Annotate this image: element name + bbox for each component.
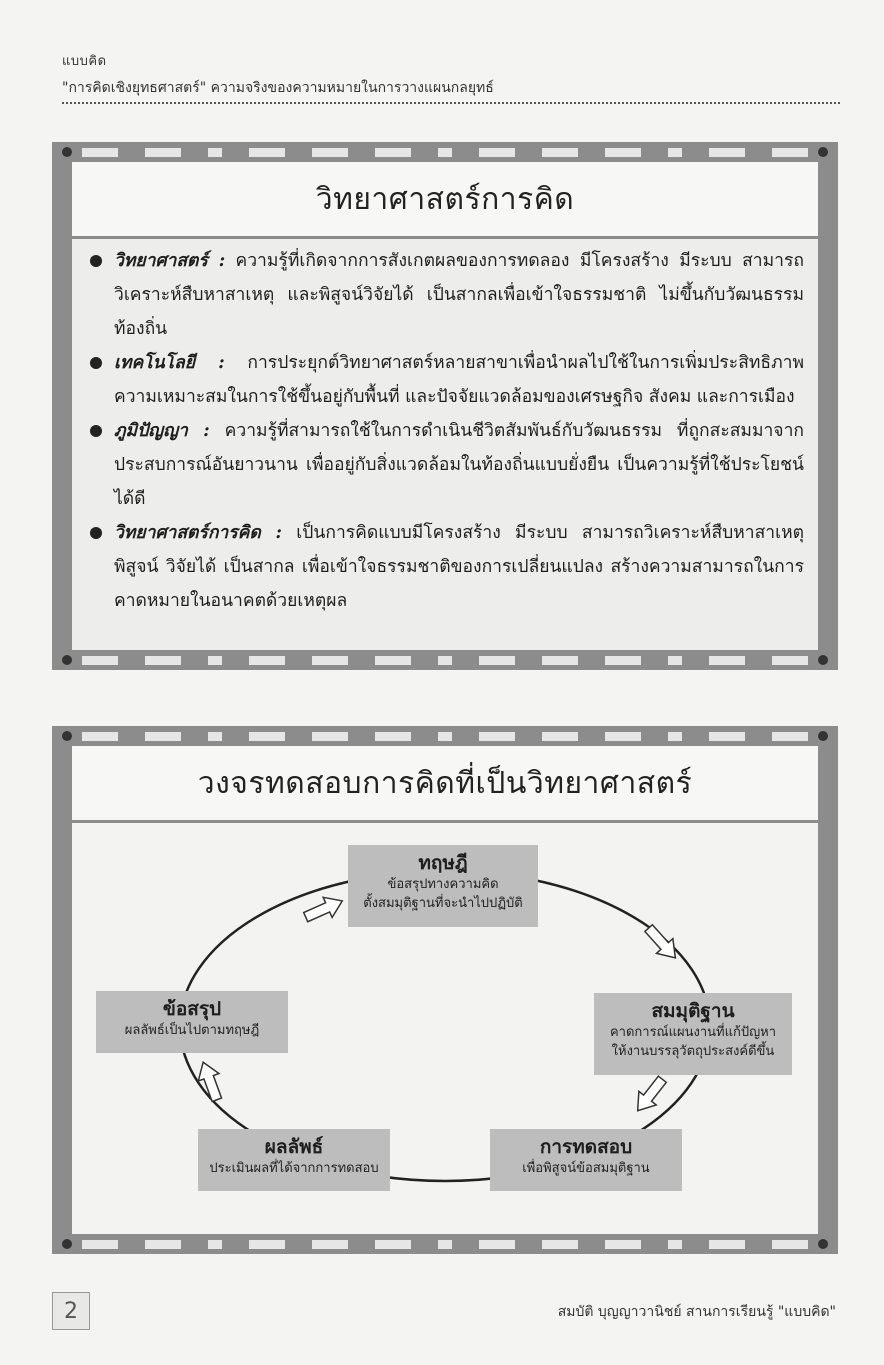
definition-item-wisdom [88,414,804,516]
definition-list [88,244,804,618]
panel-title: วงจรทดสอบการคิดที่เป็นวิทยาศาสตร์ [197,765,693,801]
panel-content [72,162,818,650]
definition-item-science [88,244,804,346]
chapter-title: "การคิดเชิงยุทธศาสตร์" ความจริงของความหมายในการวางแผนกลยุทธ์ [62,80,494,96]
definition-item-science-of-thinking [88,516,804,618]
node-description: ให้งานบรรลุวัตถุประสงค์ดีขึ้น [611,1044,775,1059]
footer-credit: สมบัติ บุญญาวานิชย์ สานการเรียนรู้ "แบบคิด" [557,1304,836,1320]
film-strip-top [52,142,838,162]
scientific-thinking-cycle-panel [52,726,838,1254]
node-description: คาดการณ์แผนงานที่แก้ปัญหา [609,1025,777,1040]
panel-title-band [72,162,818,239]
cycle-diagram [72,823,818,1234]
node-theory [348,845,538,927]
definition-text: ความรู้ที่สามารถใช้ในการดำเนินชีวิตสัมพันธ์กับวัฒนธรรม ที่ถูกสะสมมาจากประสบการณ์อันยาวนาน เพื่ออยู่กับสิ่งแวดล้อมในท้องถิ่นแบบยั่งยืน เป็นความรู้ที่ใช้ประโยชน์ได้ดี [114,421,804,509]
bullet-icon [90,357,102,369]
definition-text: ความรู้ที่เกิดจากการสังเกตผลของการทดลอง มีโครงสร้าง มีระบบ สามารถวิเคราะห์สืบหาสาเหตุ และพิสูจน์วิจัยได้ เป็นสากลเพื่อเข้าใจธรรมชาติ ไม่ขึ้นกับวัฒนธรรมท้องถิ่น [114,251,804,339]
film-strip-bottom [52,650,838,670]
node-hypothesis [594,993,792,1075]
node-description: เพื่อพิสูจน์ข้อสมมุติฐาน [522,1161,650,1176]
node-title: ข้อสรุป [162,998,222,1020]
node-description: ประเมินผลที่ได้จากการทดสอบ [209,1161,379,1176]
definition-term: วิทยาศาสตร์การคิด : [114,523,282,543]
bullet-icon [90,527,102,539]
bullet-icon [90,425,102,437]
definition-item-technology [88,346,804,414]
node-conclusion [96,991,288,1053]
node-description: ข้อสรุปทางความคิด [387,877,499,892]
node-title: การทดสอบ [539,1136,633,1158]
film-strip-bottom [52,1234,838,1254]
arrow-icon [193,1058,227,1103]
bullet-icon [90,255,102,267]
definition-term: เทคโนโลยี : [114,353,225,373]
film-strip-top [52,726,838,746]
definition-text: เป็นการคิดแบบมีโครงสร้าง มีระบบ สามารถวิเคราะห์สืบหาสาเหตุ พิสูจน์ วิจัยได้ เป็นสากล เพื่อเข้าใจธรรมชาติของการเปลี่ยนแปลง สร้างความสามารถในการคาดหมายในอนาคตด้วยเหตุผล [114,523,804,611]
arrow-icon [640,921,683,965]
arrow-icon [629,1072,671,1117]
node-description: ผลลัพธ์เป็นไปตามทฤษฎี [124,1023,260,1038]
arrow-icon [301,891,346,927]
node-title: ผลลัพธ์ [264,1136,324,1158]
panel-content [72,746,818,1234]
node-title: สมมุติฐาน [651,1000,735,1022]
definition-text: การประยุกต์วิทยาศาสตร์หลายสาขาเพื่อนำผลไปใช้ในการเพิ่มประสิทธิภาพ ความเหมาะสมในการใช้ขึ้นอยู่กับพื้นที่ และปัจจัยแวดล้อมของเศรษฐกิจ สังคม และการเมือง [114,353,804,407]
definition-term: วิทยาศาสตร์ : [114,251,226,271]
science-of-thinking-panel [52,142,838,670]
page-number: 2 [52,1292,90,1330]
series-name: แบบคิด [62,54,107,69]
node-title: ทฤษฎี [418,852,468,874]
node-description: ตั้งสมมุติฐานที่จะนำไปปฏิบัติ [363,896,523,911]
node-result [198,1129,390,1191]
definition-term: ภูมิปัญญา : [114,421,210,441]
panel-title-band [72,746,818,823]
node-test [490,1129,682,1191]
header-dotted-rule [62,102,840,104]
page-header [62,50,842,99]
panel-title: วิทยาศาสตร์การคิด [315,181,575,217]
